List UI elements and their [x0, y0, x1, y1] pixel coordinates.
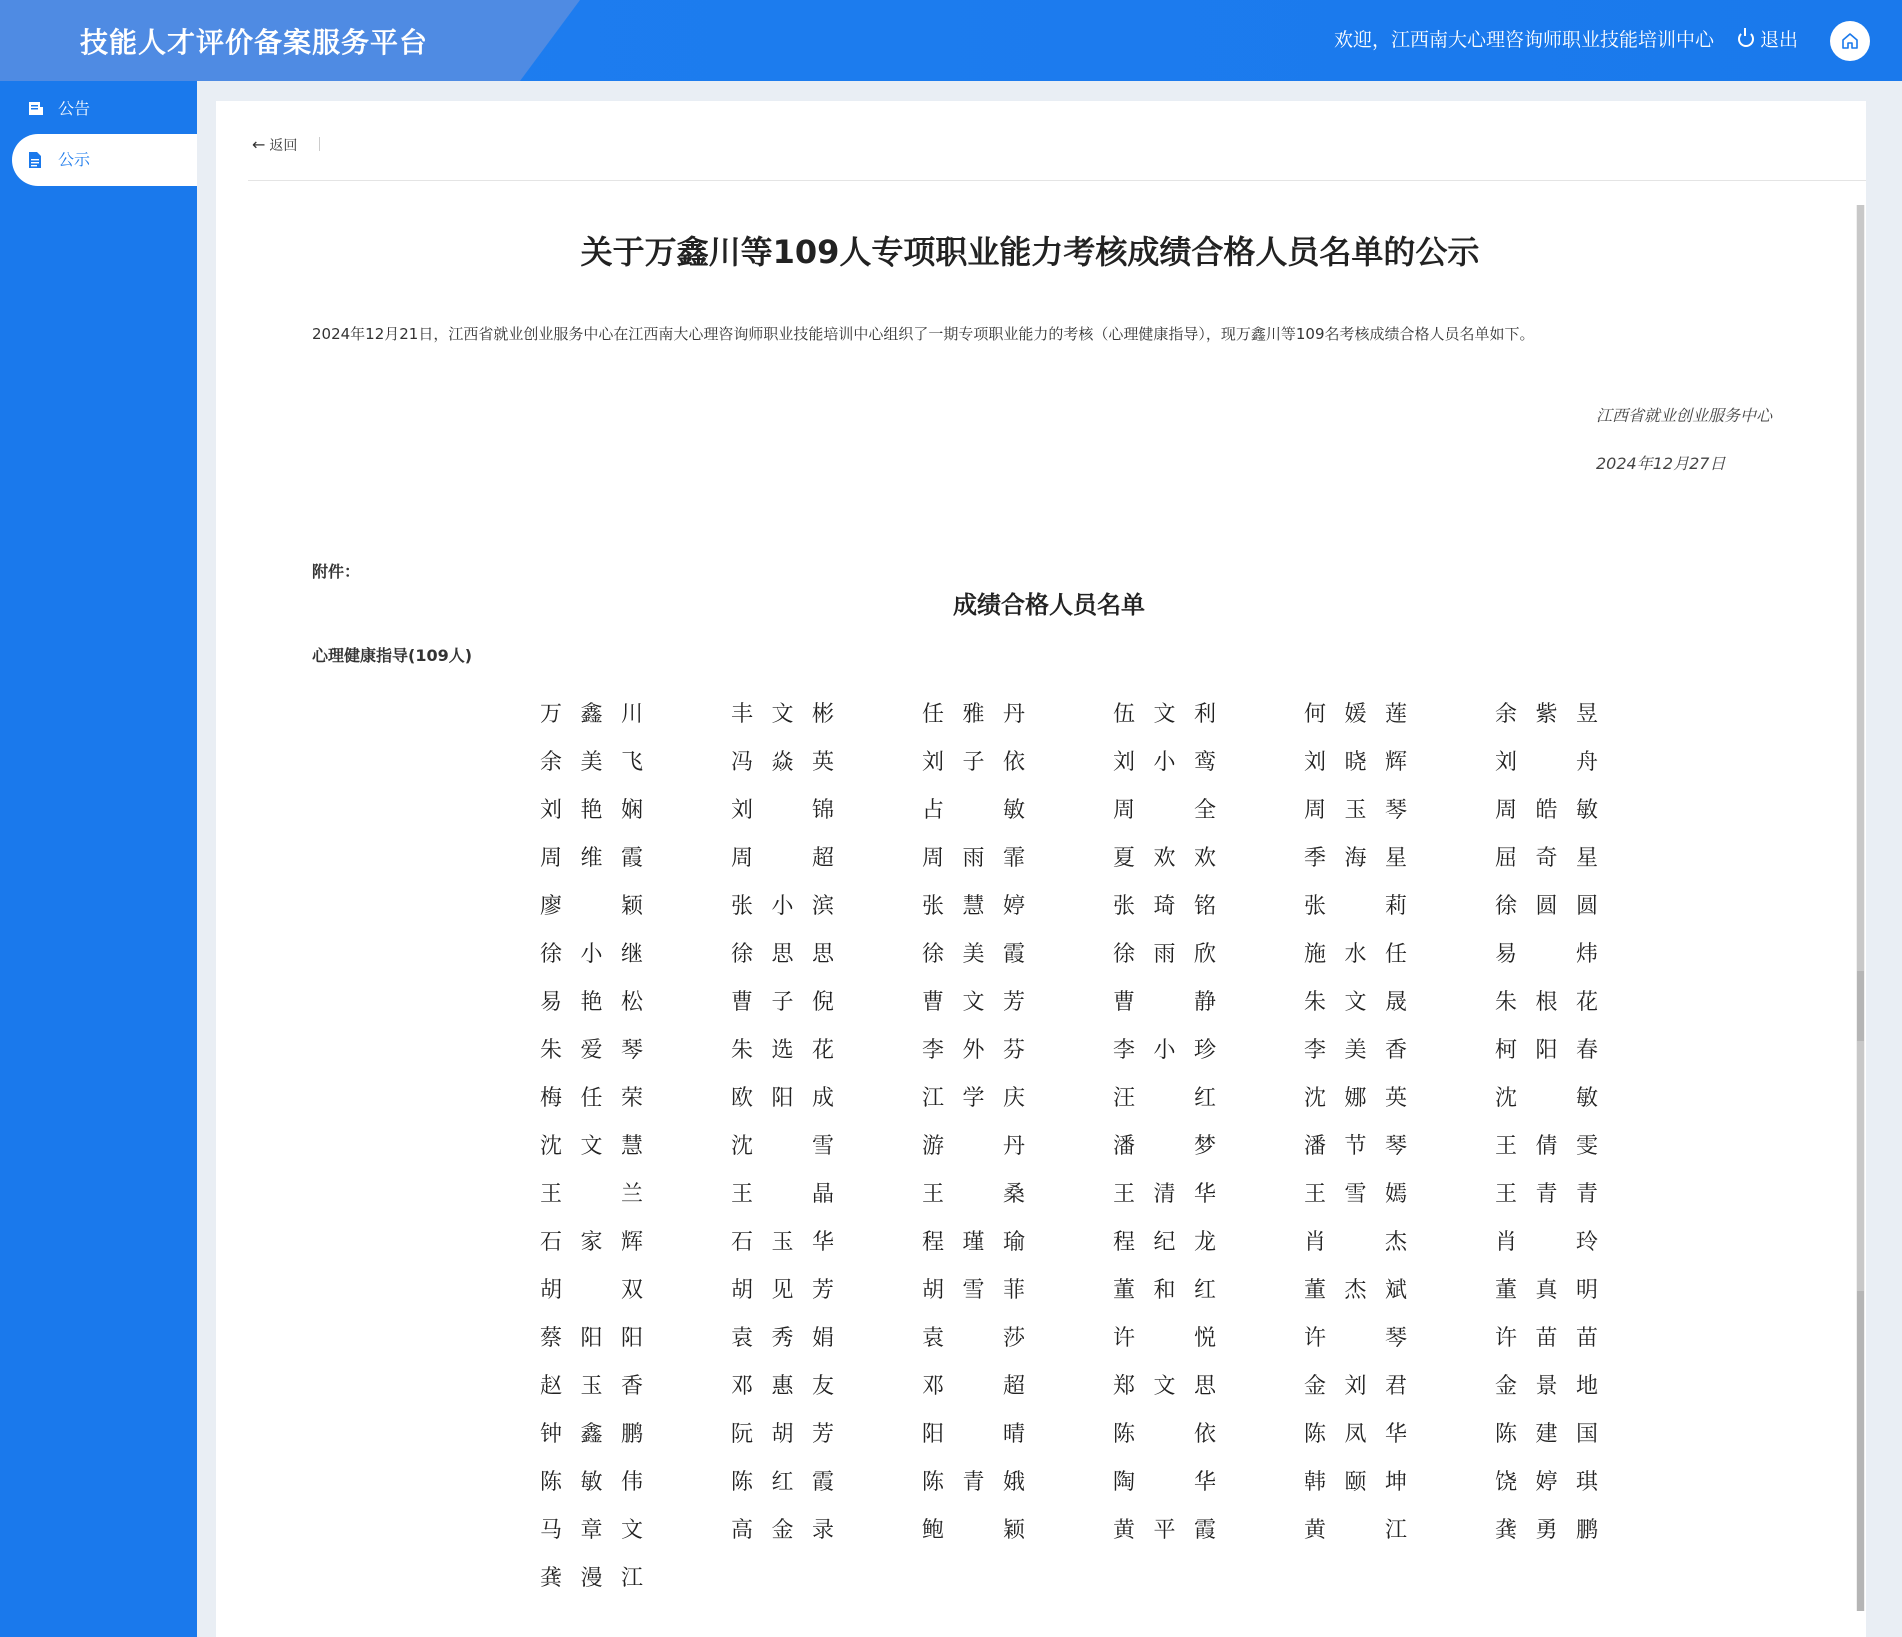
name-item: 胡 双	[540, 1278, 643, 1303]
attachment-label: 附件：	[312, 562, 361, 581]
document-icon	[28, 152, 42, 168]
name-item: 鲍 颖	[922, 1518, 1025, 1543]
logout-button[interactable]	[1738, 0, 1798, 81]
intro-paragraph: 2024年12月21日，江西省就业创业服务中心在江西南大心理咨询师职业技能培训中心组织了一期专项职业能力的考核（心理健康指导），现万鑫川等109名考核成绩合格人员名单如下。	[312, 325, 1535, 343]
name-item: 胡 见 芳	[731, 1278, 834, 1303]
name-item: 徐 雨 欣	[1113, 942, 1216, 967]
name-item: 冯 焱 英	[731, 750, 834, 775]
name-item: 刘 子 依	[922, 750, 1025, 775]
name-item: 李 小 珍	[1113, 1038, 1216, 1063]
home-button[interactable]	[1830, 21, 1870, 61]
category-label: 心理健康指导(109人)	[312, 646, 473, 665]
power-icon	[1738, 31, 1754, 47]
name-item: 石 玉 华	[731, 1230, 834, 1255]
name-item: 余 美 飞	[540, 750, 643, 775]
name-item: 邓 超	[922, 1374, 1025, 1399]
name-item: 陈 依	[1113, 1422, 1216, 1447]
back-label: 返回	[269, 138, 298, 154]
name-item: 周 雨 霏	[922, 846, 1025, 871]
name-item: 董 真 明	[1495, 1278, 1598, 1303]
name-item: 潘 节 琴	[1304, 1134, 1407, 1159]
name-item: 张 小 滨	[731, 894, 834, 919]
name-item: 潘 梦	[1113, 1134, 1216, 1159]
name-item: 王 兰	[540, 1182, 643, 1207]
name-item: 钟 鑫 鹏	[540, 1422, 643, 1447]
name-item: 丰 文 彬	[731, 702, 834, 727]
name-item: 邓 惠 友	[731, 1374, 834, 1399]
name-item: 季 海 星	[1304, 846, 1407, 871]
name-item: 周 全	[1113, 798, 1216, 823]
name-item: 董 和 红	[1113, 1278, 1216, 1303]
signature-organization: 江西省就业创业服务中心	[1596, 406, 1773, 425]
name-item: 施 水 任	[1304, 942, 1407, 967]
scrollbar-segment	[1857, 1291, 1864, 1611]
top-header	[0, 0, 1902, 81]
name-item: 易 炜	[1495, 942, 1598, 967]
name-item: 朱 爱 琴	[540, 1038, 643, 1063]
name-item: 梅 任 荣	[540, 1086, 643, 1111]
name-item: 游 丹	[922, 1134, 1025, 1159]
name-item: 柯 阳 春	[1495, 1038, 1598, 1063]
name-item: 欧 阳 成	[731, 1086, 834, 1111]
name-item: 周 维 霞	[540, 846, 643, 871]
name-item: 余 紫 昱	[1495, 702, 1598, 727]
divider	[319, 137, 320, 151]
name-item: 高 金 录	[731, 1518, 834, 1543]
welcome-text: 欢迎，江西南大心理咨询师职业技能培训中心	[1333, 29, 1714, 51]
name-item: 曹 文 芳	[922, 990, 1025, 1015]
name-item: 黄 平 霞	[1113, 1518, 1216, 1543]
name-item: 曹 静	[1113, 990, 1216, 1015]
back-button[interactable]	[252, 135, 297, 155]
sidebar-item-publicity[interactable]	[12, 134, 197, 186]
name-item: 金 刘 君	[1304, 1374, 1407, 1399]
name-item: 江 学 庆	[922, 1086, 1025, 1111]
name-item: 沈 雪	[731, 1134, 834, 1159]
logout-label: 退出	[1759, 29, 1798, 51]
name-item: 刘 艳 娴	[540, 798, 643, 823]
name-item: 王 青 青	[1495, 1182, 1598, 1207]
name-item: 陈 建 国	[1495, 1422, 1598, 1447]
name-item: 张 琦 铭	[1113, 894, 1216, 919]
name-item: 徐 圆 圆	[1495, 894, 1598, 919]
scrollbar-segment	[1857, 971, 1864, 1041]
name-item: 占 敏	[922, 798, 1025, 823]
name-item: 朱 文 晟	[1304, 990, 1407, 1015]
name-item: 龚 勇 鹏	[1495, 1518, 1598, 1543]
name-item: 肖 玲	[1495, 1230, 1598, 1255]
name-item: 伍 文 利	[1113, 702, 1216, 727]
name-item: 周 皓 敏	[1495, 798, 1598, 823]
name-item: 周 超	[731, 846, 834, 871]
arrow-left-icon: ←	[252, 135, 266, 154]
name-list	[540, 697, 1620, 1609]
name-item: 沈 敏	[1495, 1086, 1598, 1111]
page-title: 关于万鑫川等109人专项职业能力考核成绩合格人员名单的公示	[580, 233, 1480, 271]
name-item: 马 章 文	[540, 1518, 643, 1543]
name-item: 王 桑	[922, 1182, 1025, 1207]
announcement-icon	[28, 101, 44, 117]
name-item: 任 雅 丹	[922, 702, 1025, 727]
name-item: 徐 思 思	[731, 942, 834, 967]
name-item: 朱 根 花	[1495, 990, 1598, 1015]
name-item: 沈 文 慧	[540, 1134, 643, 1159]
name-item: 周 玉 琴	[1304, 798, 1407, 823]
name-item: 屈 奇 星	[1495, 846, 1598, 871]
name-item: 刘 小 鸾	[1113, 750, 1216, 775]
name-item: 张 莉	[1304, 894, 1407, 919]
name-item: 刘 舟	[1495, 750, 1598, 775]
name-item: 易 艳 松	[540, 990, 643, 1015]
content-card	[216, 101, 1866, 1637]
list-title: 成绩合格人员名单	[953, 591, 1145, 619]
name-item: 陈 敏 伟	[540, 1470, 643, 1495]
name-item: 廖 颖	[540, 894, 643, 919]
name-item: 刘 晓 辉	[1304, 750, 1407, 775]
name-item: 陶 华	[1113, 1470, 1216, 1495]
name-item: 程 瑾 瑜	[922, 1230, 1025, 1255]
name-item: 曹 子 倪	[731, 990, 834, 1015]
name-item: 徐 小 继	[540, 942, 643, 967]
name-item: 朱 选 花	[731, 1038, 834, 1063]
name-item: 陈 青 娥	[922, 1470, 1025, 1495]
name-item: 程 纪 龙	[1113, 1230, 1216, 1255]
name-item: 龚 漫 江	[540, 1566, 643, 1591]
name-item: 袁 秀 娟	[731, 1326, 834, 1351]
name-item: 蔡 阳 阳	[540, 1326, 643, 1351]
name-item: 黄 江	[1304, 1518, 1407, 1543]
name-item: 饶 婷 琪	[1495, 1470, 1598, 1495]
name-item: 汪 红	[1113, 1086, 1216, 1111]
header-divider	[248, 180, 1866, 181]
name-item: 金 景 地	[1495, 1374, 1598, 1399]
name-item: 许 悦	[1113, 1326, 1216, 1351]
name-item: 韩 颐 坤	[1304, 1470, 1407, 1495]
name-item: 王 雪 嫣	[1304, 1182, 1407, 1207]
name-item: 胡 雪 菲	[922, 1278, 1025, 1303]
name-item: 石 家 辉	[540, 1230, 643, 1255]
name-item: 夏 欢 欢	[1113, 846, 1216, 871]
name-item: 何 媛 莲	[1304, 702, 1407, 727]
name-item: 张 慧 婷	[922, 894, 1025, 919]
name-item: 徐 美 霞	[922, 942, 1025, 967]
name-item: 肖 杰	[1304, 1230, 1407, 1255]
name-item: 王 倩 雯	[1495, 1134, 1598, 1159]
name-item: 沈 娜 英	[1304, 1086, 1407, 1111]
name-item: 阳 晴	[922, 1422, 1025, 1447]
name-item: 李 外 芬	[922, 1038, 1025, 1063]
name-item: 董 杰 斌	[1304, 1278, 1407, 1303]
name-item: 许 苗 苗	[1495, 1326, 1598, 1351]
name-item: 阮 胡 芳	[731, 1422, 834, 1447]
name-item: 李 美 香	[1304, 1038, 1407, 1063]
platform-title: 技能人才评价备案服务平台	[80, 26, 429, 59]
name-item: 王 晶	[731, 1182, 834, 1207]
signature-date: 2024年12月27日	[1596, 454, 1726, 473]
name-item: 刘 锦	[731, 798, 834, 823]
name-item: 许 琴	[1304, 1326, 1407, 1351]
name-item: 袁 莎	[922, 1326, 1025, 1351]
name-item: 万 鑫 川	[540, 702, 643, 727]
name-item: 陈 凤 华	[1304, 1422, 1407, 1447]
name-item: 陈 红 霞	[731, 1470, 834, 1495]
sidebar-item-announcement[interactable]	[0, 83, 197, 135]
name-item: 郑 文 思	[1113, 1374, 1216, 1399]
name-item: 王 清 华	[1113, 1182, 1216, 1207]
name-item: 赵 玉 香	[540, 1374, 643, 1399]
sidebar-item-label: 公示	[58, 150, 91, 169]
sidebar	[0, 81, 197, 1637]
home-icon	[1840, 31, 1860, 51]
sidebar-item-label: 公告	[58, 99, 91, 118]
